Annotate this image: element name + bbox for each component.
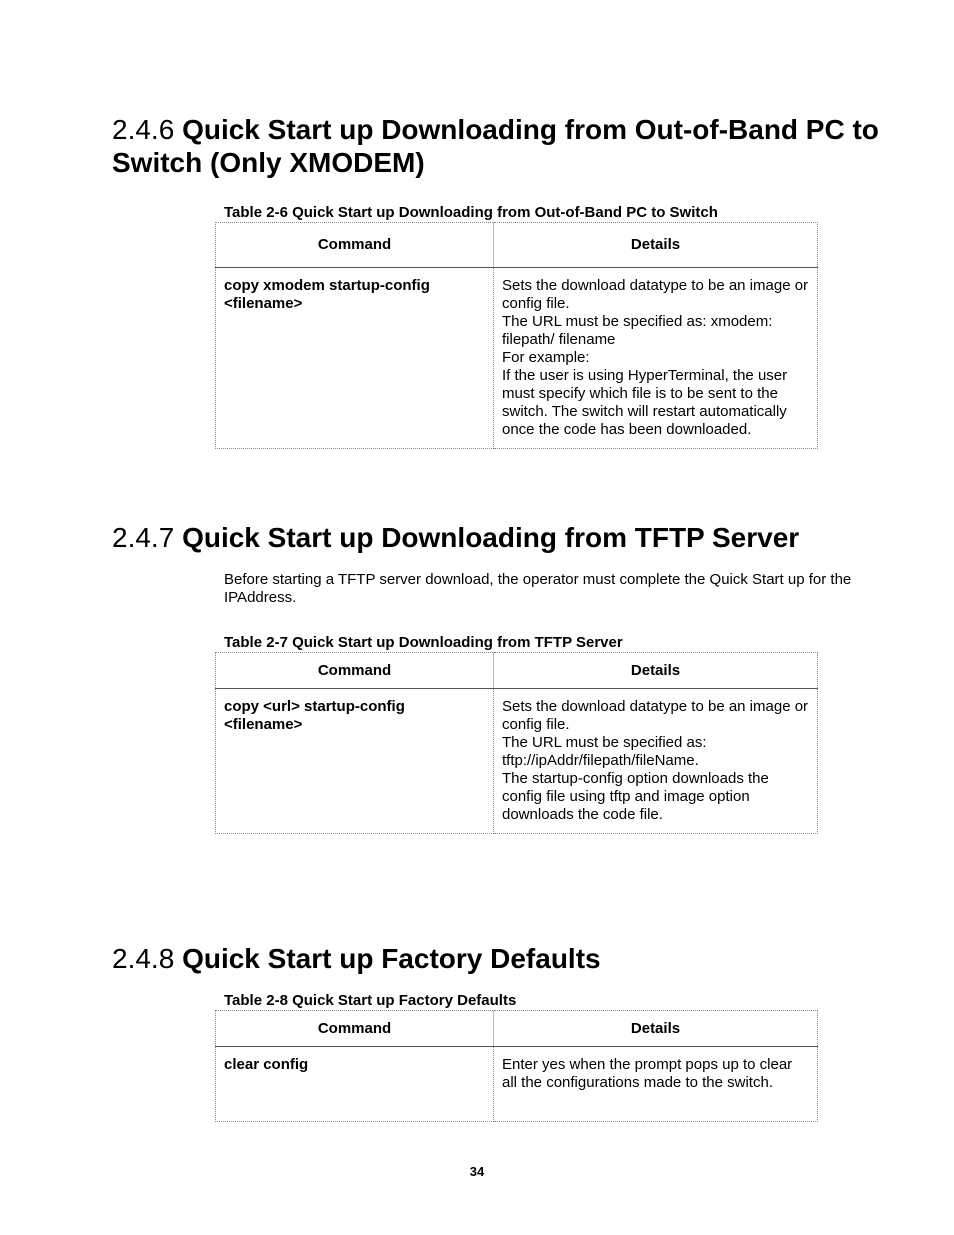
- section-number: 2.4.6: [112, 114, 175, 145]
- section-title: Quick Start up Downloading from TFTP Server: [182, 522, 800, 553]
- section-heading-2-4-6: [112, 113, 902, 179]
- column-header-command: Command: [216, 1011, 494, 1047]
- section-title: Quick Start up Downloading from Out-of-Band PC to Switch (Only XMODEM): [112, 114, 879, 178]
- command-cell: copy xmodem startup-config <filename>: [216, 268, 494, 449]
- table-caption: Table 2-7 Quick Start up Downloading from TFTP Server: [224, 634, 623, 651]
- details-cell: Sets the download datatype to be an image or config file. The URL must be specified as: xmodem: filepath/ filename For example: If the user is using HyperTerminal, the user must specify which file is to be sent to the switch. The switch will restart automatically once the code has been downloaded.: [494, 268, 818, 449]
- column-header-details: Details: [494, 223, 818, 268]
- command-cell: clear config: [216, 1047, 494, 1122]
- page-number: 34: [469, 1164, 485, 1179]
- table-header-row: [216, 1011, 818, 1047]
- table-row: [216, 1047, 818, 1122]
- column-header-command: Command: [216, 223, 494, 268]
- table-caption: Table 2-8 Quick Start up Factory Defaults: [224, 992, 517, 1009]
- table-header-row: [216, 653, 818, 689]
- intro-paragraph: Before starting a TFTP server download, the operator must complete the Quick Start up for the IPAddress.: [224, 571, 852, 606]
- table-row: [216, 689, 818, 834]
- table-row: [216, 268, 818, 449]
- section-title: Quick Start up Factory Defaults: [182, 943, 601, 974]
- details-cell: Sets the download datatype to be an image or config file. The URL must be specified as: tftp://ipAddr/filepath/fileName. The startup-config option downloads the config file using tftp and image option downloads the code file.: [494, 689, 818, 834]
- table-caption: Table 2-6 Quick Start up Downloading from Out-of-Band PC to Switch: [224, 204, 718, 221]
- command-table-2-7: [215, 652, 818, 834]
- column-header-details: Details: [494, 1011, 818, 1047]
- table-header-row: [216, 223, 818, 268]
- section-number: 2.4.7: [112, 522, 175, 553]
- section-heading-2-4-7: [112, 521, 902, 554]
- column-header-details: Details: [494, 653, 818, 689]
- command-table-2-8: [215, 1010, 818, 1122]
- section-heading-2-4-8: [112, 942, 902, 975]
- details-cell: Enter yes when the prompt pops up to clear all the configurations made to the switch.: [494, 1047, 818, 1122]
- column-header-command: Command: [216, 653, 494, 689]
- section-number: 2.4.8: [112, 943, 175, 974]
- command-cell: copy <url> startup-config <filename>: [216, 689, 494, 834]
- command-table-2-6: [215, 222, 818, 449]
